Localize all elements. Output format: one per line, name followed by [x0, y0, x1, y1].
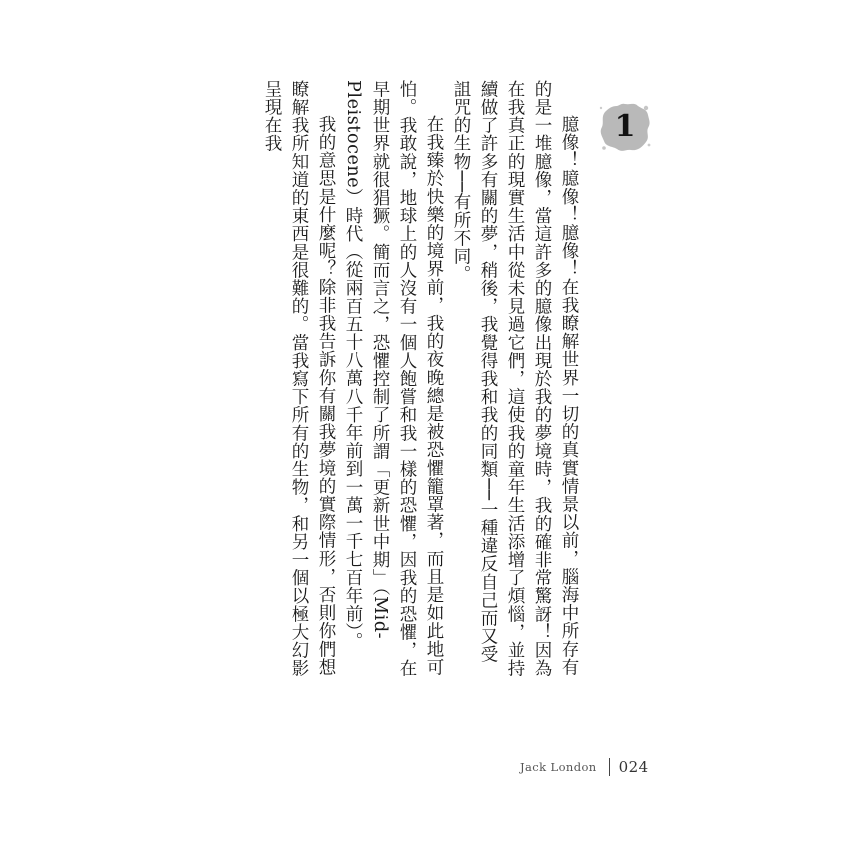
running-footer-author: Jack London — [520, 760, 597, 774]
paragraph: 在我臻於快樂的境界前，我的夜晚總是被恐懼籠罩著，而且是如此地可怕。我敢說，地球上的人沒有一個人飽嘗和我一樣的恐懼，因我的恐懼，在早期世界就很猖獗。簡而言之，恐懼控制了所謂「更新世中期」（Mid-Pleistocene）時代（從兩百五十八萬八千年前到一萬一千七百年前）。 — [343, 80, 444, 678]
chapter-number-badge — [598, 100, 652, 154]
paragraph: 我的意思是什麼呢？除非我告訴你有關我夢境的實際情形，否則你們想瞭解我所知道的東西是很難的。當我寫下所有的生物，和另一個以極大幻影呈現在我 — [262, 80, 336, 678]
page-number: 024 — [618, 758, 649, 776]
body-text — [258, 80, 582, 680]
page-footer — [520, 756, 649, 778]
chapter-number: 1 — [614, 109, 636, 144]
paragraph: 臆像！臆像！臆像！在我瞭解世界一切的真實情景以前，腦海中所存有的是一堆臆像，當這許多的臆像出現於我的夢境時，我的確非常驚訝！因為在我真正的現實生活中從未見過它們，這使我的童年生活添增了煩惱，並持續做了許多有關的夢，稍後，我覺得我和我的同類──一種違反自己而又受詛咒的生物──有所不同。 — [451, 80, 579, 678]
footer-divider — [609, 758, 610, 776]
